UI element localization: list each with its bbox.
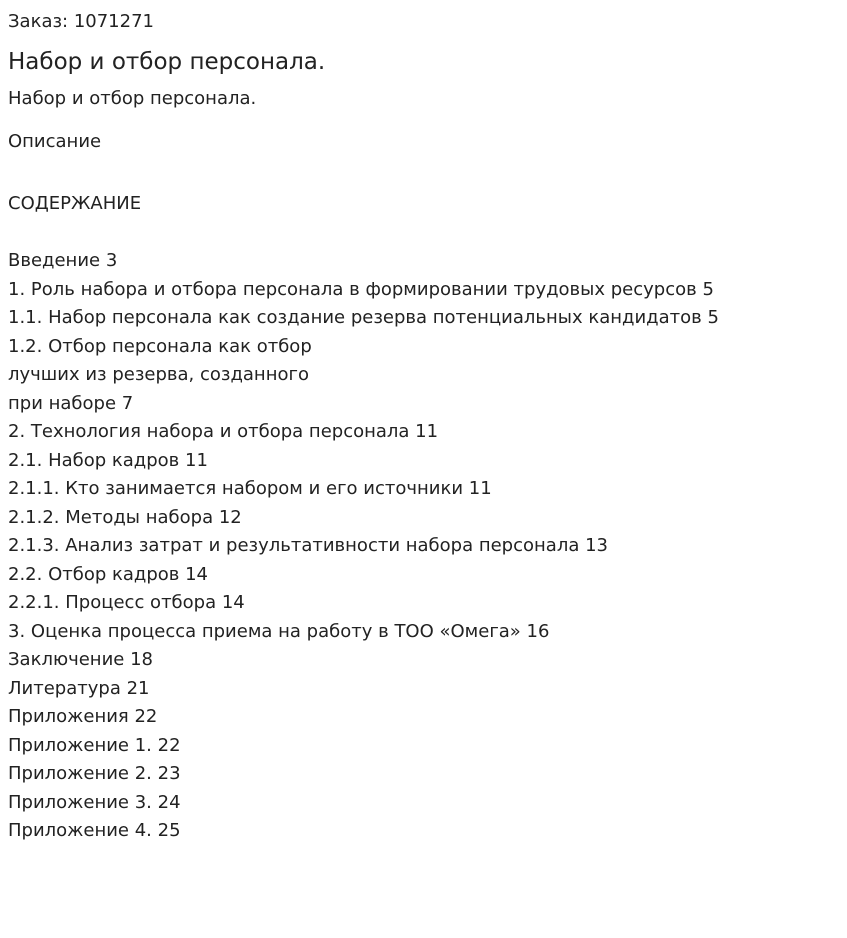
toc-line: Введение 3 xyxy=(8,250,118,271)
toc-line: Заключение 18 xyxy=(8,649,153,670)
toc-line: 2.2.1. Процесс отбора 14 xyxy=(8,592,245,613)
order-number: Заказ: 1071271 xyxy=(8,11,154,32)
toc-line: 3. Оценка процесса приема на работу в ТОО «Омега» 16 xyxy=(8,620,550,642)
toc-line: 1.2. Отбор персонала как отбор xyxy=(8,335,312,357)
toc-line: 2. Технология набора и отбора персонала 11 xyxy=(8,421,439,442)
toc-line: 1.1. Набор персонала как создание резерва потенциальных кандидатов 5 xyxy=(8,307,719,328)
toc-line: Приложение 3. 24 xyxy=(8,791,181,813)
toc-line: при наборе 7 xyxy=(8,392,134,414)
page-subtitle: Набор и отбор персонала. xyxy=(8,88,257,109)
toc-line: Приложение 1. 22 xyxy=(8,734,181,756)
toc-line: 2.1.3. Анализ затрат и результативности набора персонала 13 xyxy=(8,535,608,556)
toc-line: Приложение 2. 23 xyxy=(8,763,181,784)
toc-line: 2.2. Отбор кадров 14 xyxy=(8,563,209,585)
page-title: Набор и отбор персонала. xyxy=(8,49,326,75)
table-of-contents xyxy=(8,247,719,846)
toc-line: Приложение 4. 25 xyxy=(8,820,181,841)
toc-line: 2.1. Набор кадров 11 xyxy=(8,449,208,471)
description-label: Описание xyxy=(8,131,102,152)
toc-line: 2.1.1. Кто занимается набором и его источники 11 xyxy=(8,478,492,499)
toc-line: 2.1.2. Методы набора 12 xyxy=(8,506,242,528)
toc-line: Литература 21 xyxy=(8,677,150,699)
toc-line: Приложения 22 xyxy=(8,706,158,727)
toc-heading: СОДЕРЖАНИЕ xyxy=(8,193,142,214)
toc-line: 1. Роль набора и отбора персонала в формировании трудовых ресурсов 5 xyxy=(8,278,714,300)
toc-line: лучших из резерва, созданного xyxy=(8,364,309,385)
